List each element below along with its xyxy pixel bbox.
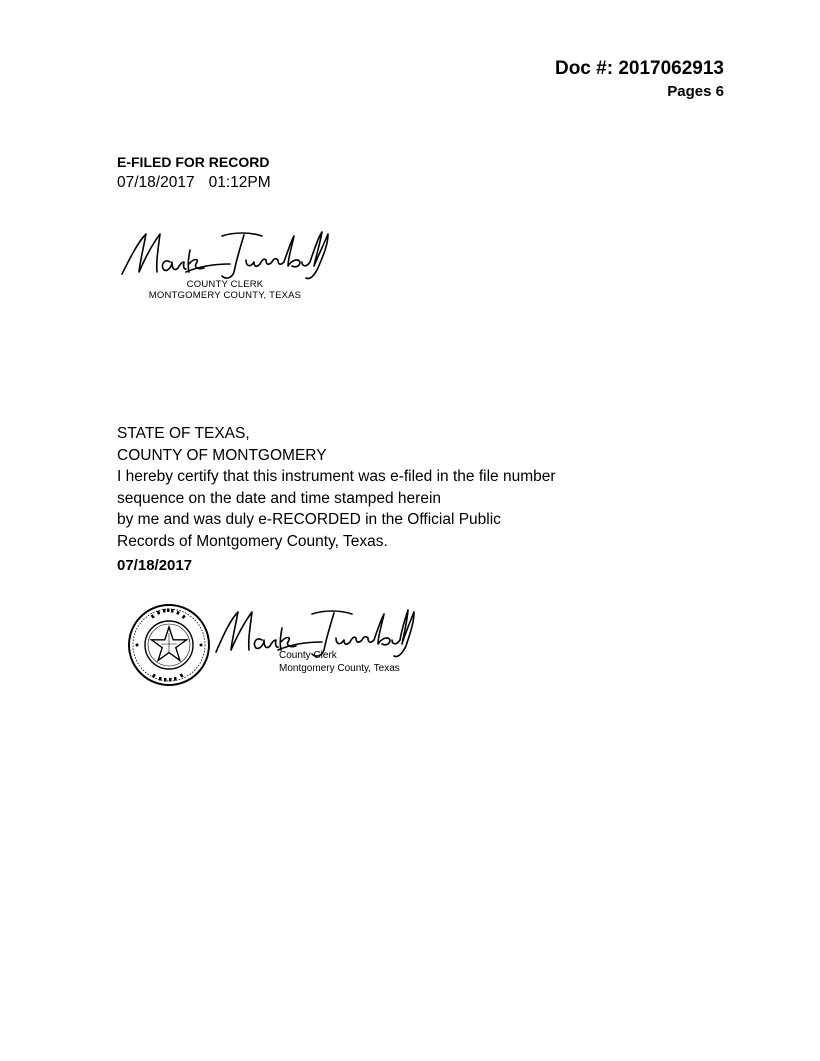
cert-line: STATE OF TEXAS, xyxy=(117,425,250,442)
clerk-title-block-1 xyxy=(145,279,305,301)
cert-line: I hereby certify that this instrument was e-filed in the file number xyxy=(117,468,556,485)
filing-datetime xyxy=(117,174,271,192)
clerk-title-1: COUNTY CLERK xyxy=(186,279,264,290)
document-number: Doc #: 2017062913 xyxy=(554,58,724,79)
efiled-heading: E-FILED FOR RECORD xyxy=(117,154,270,170)
cert-line: sequence on the date and time stamped herein xyxy=(117,489,442,507)
certification-text xyxy=(117,423,556,552)
certification-date: 07/18/2017 xyxy=(117,557,193,574)
clerk-county-2: Montgomery County, Texas xyxy=(279,662,400,674)
cert-line: COUNTY OF MONTGOMERY xyxy=(117,446,327,464)
clerk-signature-1 xyxy=(116,222,336,284)
county-seal-icon xyxy=(127,603,211,687)
filing-date: 07/18/2017 xyxy=(117,174,195,191)
clerk-title-block-2 xyxy=(279,650,400,675)
cert-line: Records of Montgomery County, Texas. xyxy=(117,532,388,550)
clerk-title-2: County Clerk xyxy=(279,650,337,661)
page-count: Pages 6 xyxy=(667,83,724,100)
filing-time: 01:12PM xyxy=(208,174,271,191)
clerk-county-1: MONTGOMERY COUNTY, TEXAS xyxy=(148,290,302,301)
cert-line: by me and was duly e-RECORDED in the Official Public xyxy=(117,511,501,528)
